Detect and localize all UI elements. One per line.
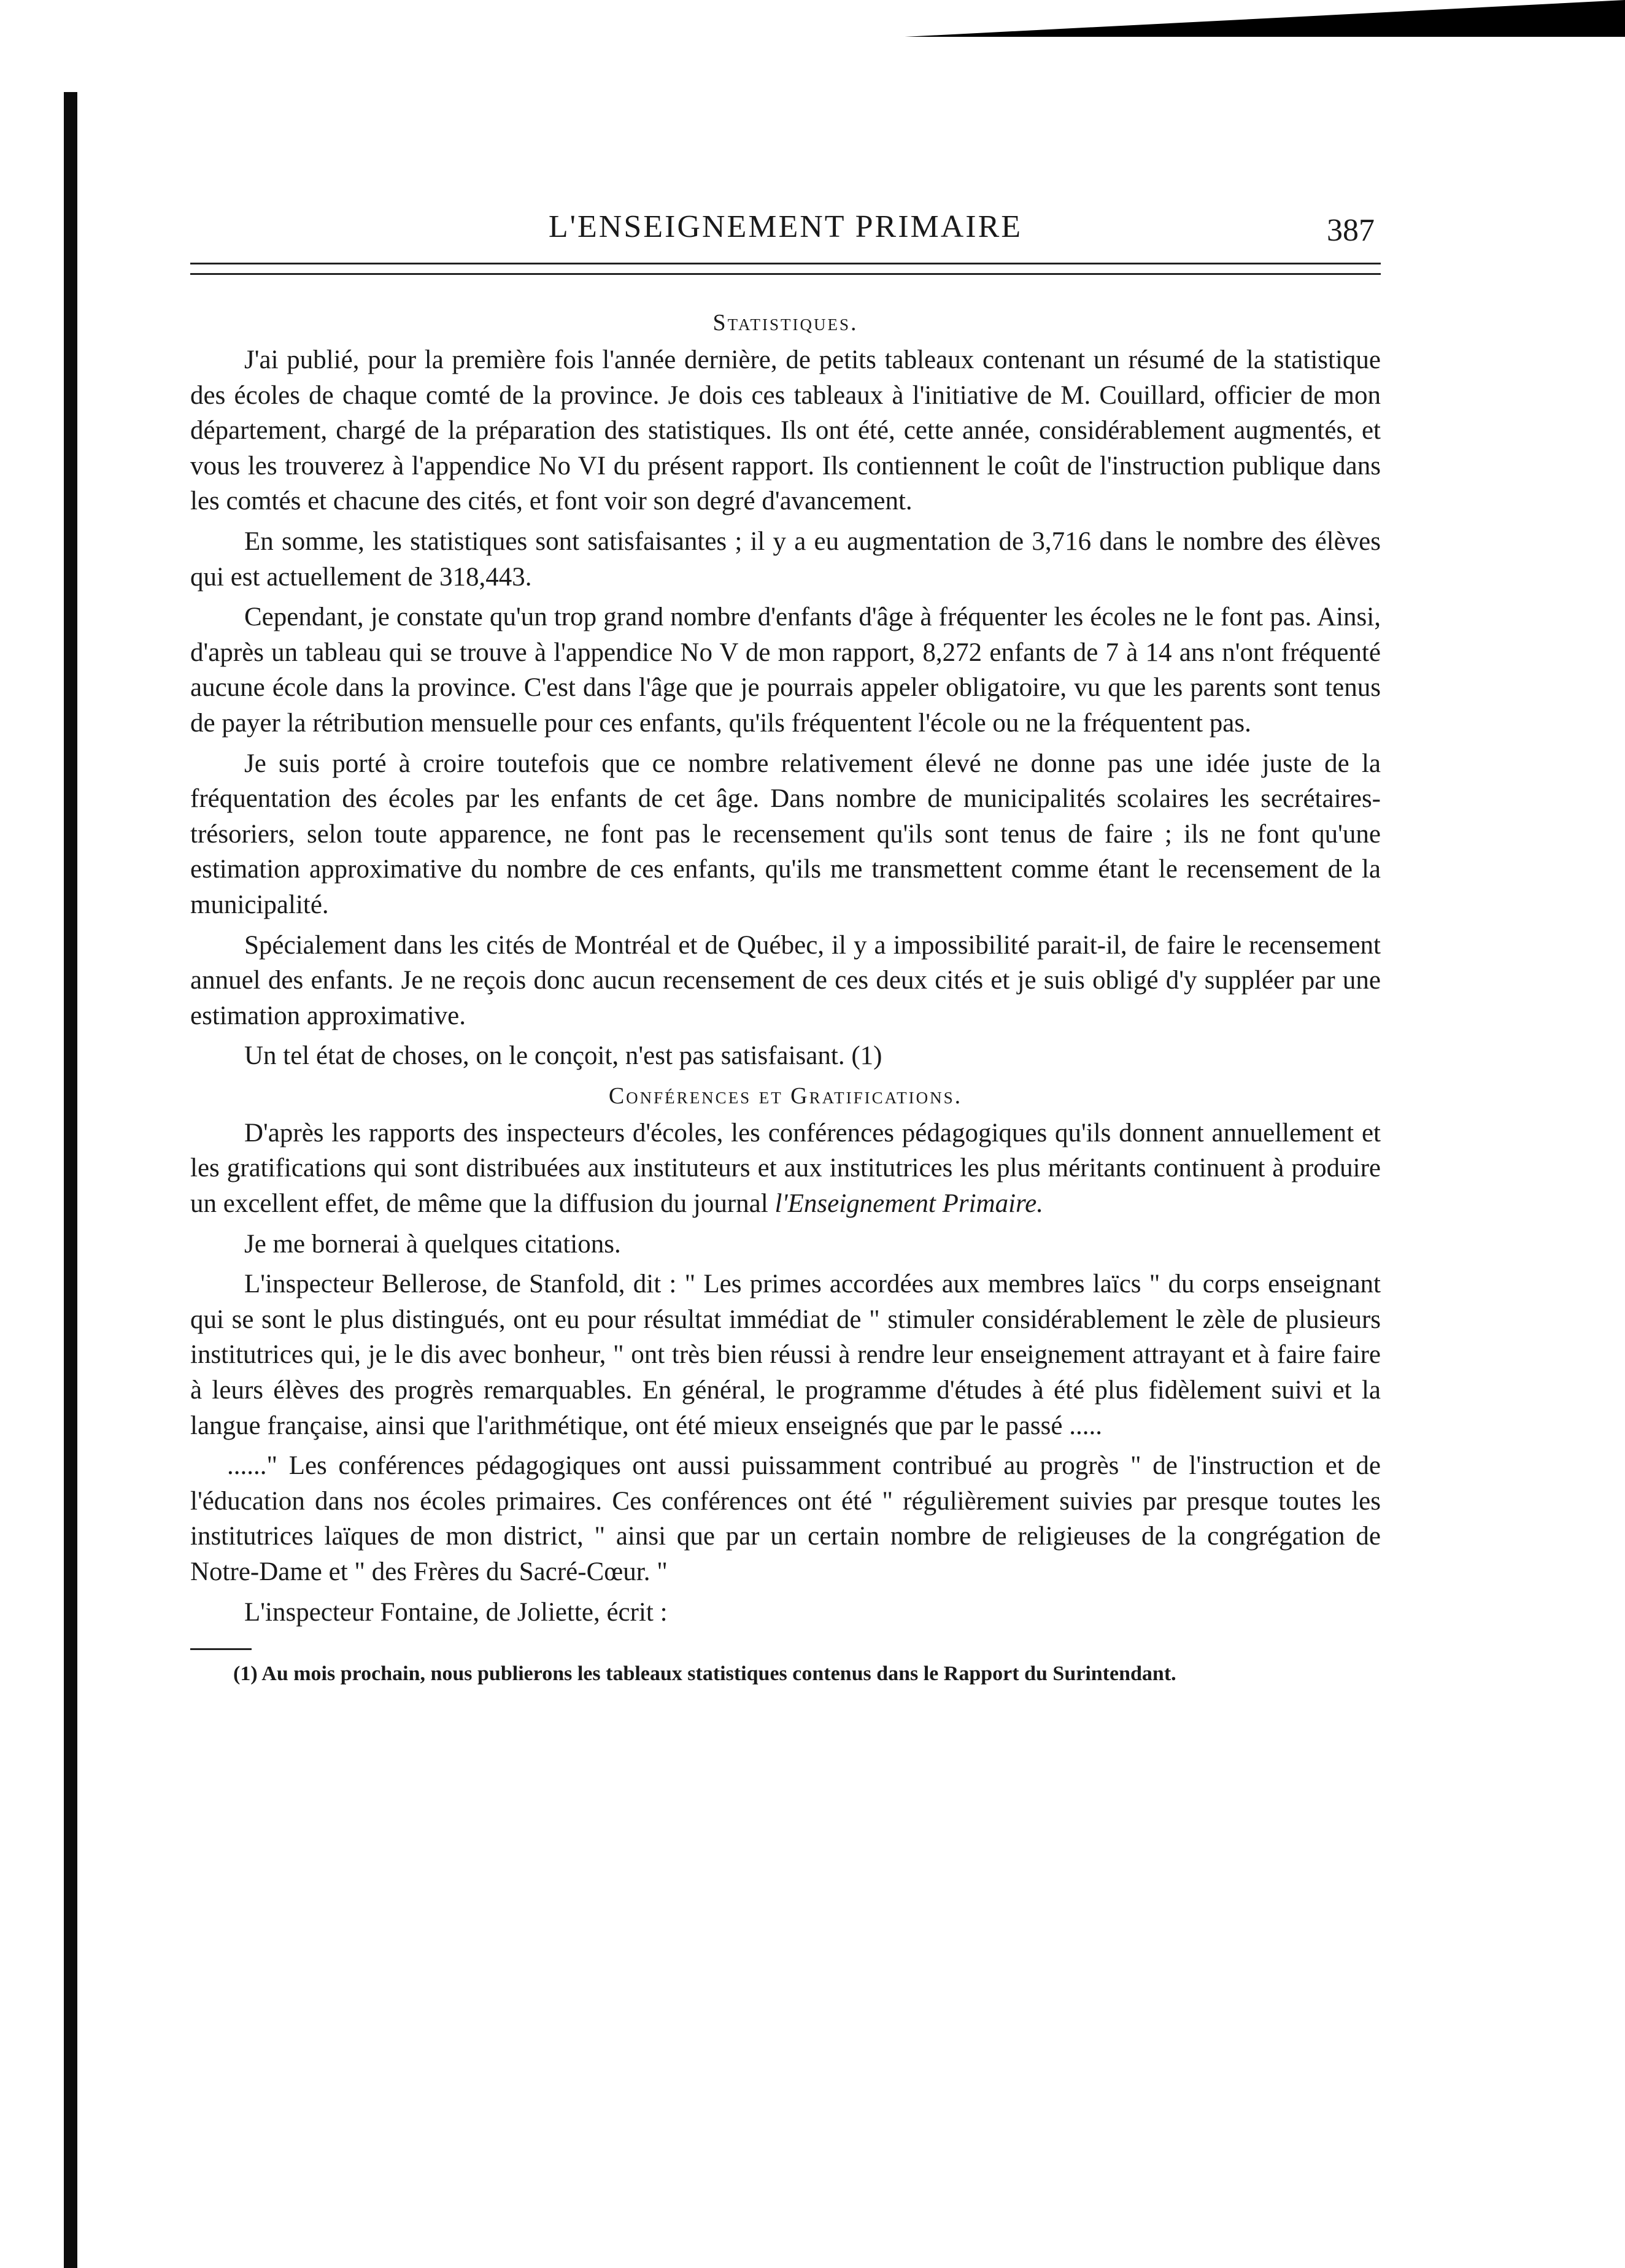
journal-title: l'Enseignement Primaire. — [774, 1189, 1043, 1219]
paragraph-statistiques-3: Cependant, je constate qu'un trop grand nombre d'enfants d'âge à fréquenter les écoles ne le font pas. Ainsi, d'après un tableau qui se trouve à l'appendice No V de mon rapport, 8,272 enfants de 7 à 14 ans n'ont fréquenté aucune école dans la province. C'est dans l'âge que je pourrais appeler obligatoire, vu que les parents sont tenus de payer la rétribution mensuelle pour ces enfants, qu'ils fréquentent l'école ou ne la fréquentent pas. — [190, 603, 1381, 738]
paragraph-statistiques-4: Je suis porté à croire toutefois que ce nombre relativement élevé ne donne pas une idée juste de la fréquentation des écoles par les enfants de cet âge. Dans nombre de municipalités scolaires les secrétaires-trésoriers, selon toute apparence, ne font pas le recensement qu'ils sont tenus de faire ; ils ne font qu'une estimation approximative du nombre de ces enfants, qu'ils me transmettent comme étant le recensement de la municipalité. — [190, 749, 1381, 919]
paragraph-statistiques-1: J'ai publié, pour la première fois l'année dernière, de petits tableaux contenant un résumé de la statistique des écoles de chaque comté de la province. Je dois ces tableaux à l'initiative de M. Couillard, officier de mon département, chargé de la préparation des statistiques. Ils ont été, cette année, considérablement augmentés, et vous les trouverez à l'appendice No VI du présent rapport. Ils contiennent le coût de l'instruction publique dans les comtés et chacune des cités, et font voir son degré d'avancement. — [190, 345, 1381, 516]
scan-edge-left — [64, 92, 77, 2268]
paragraph-conferences-5: L'inspecteur Fontaine, de Joliette, écrit : — [244, 1597, 668, 1627]
footnote: (1) Au mois prochain, nous publierons les tableaux statistiques contenus dans le Rapport du Surintendant. — [233, 1662, 1176, 1686]
running-title: L'ENSEIGNEMENT PRIMAIRE — [548, 209, 1023, 244]
section-heading-conferences: Conférences et Gratifications. — [608, 1082, 963, 1109]
paragraph-statistiques-6: Un tel état de choses, on le conçoit, n'est pas satisfaisant. (1) — [244, 1041, 882, 1071]
paragraph-conferences-1-text: D'après les rapports des inspecteurs d'écoles, les conférences pédagogiques qu'ils donnent annuellement et les gratifications qui sont distribuées aux instituteurs et aux institutrices les plus méritants continuent à produire un excellent effet, de même que la diffusion du journal — [190, 1118, 1381, 1219]
paragraph-conferences-4: ......" Les conférences pédagogiques ont aussi puissamment contribué au progrès " de l'instruction et de l'éducation dans nos écoles primaires. Ces conférences ont été " régulièrement suivies par presque toutes les institutrices laïques de mon district, " ainsi que par un certain nombre de religieuses de la congrégation de Notre-Dame et " des Frères du Sacré-Cœur. " — [190, 1451, 1381, 1586]
paragraph-conferences-2: Je me bornerai à quelques citations. — [244, 1229, 621, 1259]
paragraph-statistiques-5: Spécialement dans les cités de Montréal et de Québec, il y a impossibilité parait-il, de faire le recensement annuel des enfants. Je ne reçois donc aucun recensement de ces deux cités et je suis obligé d'y suppléer par une estimation approximative. — [190, 930, 1381, 1030]
footnote-rule — [190, 1648, 252, 1650]
scan-edge-top — [485, 0, 1625, 61]
paragraph-statistiques-2: En somme, les statistiques sont satisfaisantes ; il y a eu augmentation de 3,716 dans le nombre des élèves qui est actuellement de 318,443. — [190, 526, 1381, 592]
section-heading-statistiques: Statistiques. — [712, 310, 859, 336]
paragraph-conferences-3: L'inspecteur Bellerose, de Stanfold, dit : " Les primes accordées aux membres laïcs " du corps enseignant qui se sont le plus distingués, ont eu pour résultat immédiat de " stimuler considérablement le zèle de plusieurs institutrices qui, je le dis avec bonheur, " ont très bien réussi à rendre leur enseignement attrayant et à faire faire à leurs élèves des progrès remarquables. En général, le programme d'études à été plus fidèlement suivi et la langue française, ainsi que l'arithmétique, ont été mieux enseignés que par le passé ..... — [190, 1270, 1381, 1440]
header-double-rule — [190, 263, 1381, 275]
document-page — [190, 202, 1381, 1687]
running-head — [190, 202, 1381, 258]
paragraph-conferences-1 — [190, 1116, 1381, 1222]
page-number: 387 — [1327, 213, 1375, 248]
